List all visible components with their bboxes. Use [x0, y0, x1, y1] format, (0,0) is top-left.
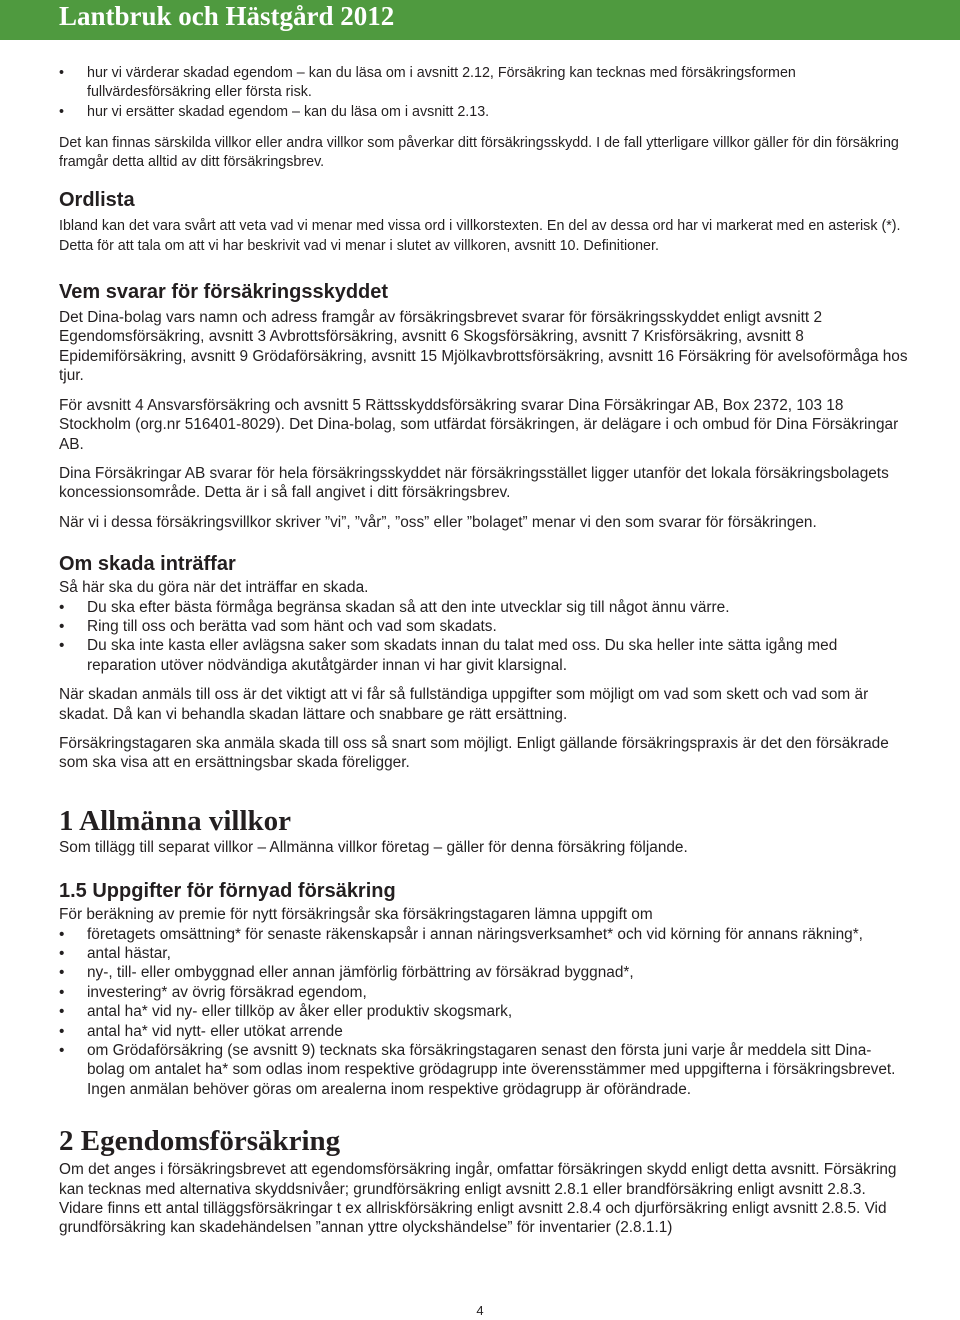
- list-item: • om Grödaförsäkring (se avsnitt 9) tecknats ska försäkringstagaren senast den första juni varje år meddela sitt Dina-bolag om antalet ha* som odlas inom respektive grödagrupp inte överensstämmer med uppgifterna i försäkringsbrevet. Ingen anmälan behöver göras om arealerna inom respektive grödagrupp är oförändrade.: [59, 1041, 909, 1099]
- list-item: • antal ha* vid nytt- eller utökat arrende: [59, 1022, 909, 1041]
- list-item: • antal hästar,: [59, 944, 909, 963]
- ordlista-paragraph: Ibland kan det vara svårt att veta vad vi menar med vissa ord i villkorstexten. En del av dessa ord har vi markerat med en asterisk (*). Detta för att tala om att vi har beskrivit vad vi menar i slutet av villkoren, avsnitt 10. Definitioner.: [59, 218, 901, 254]
- document-title: Lantbruk och Hästgård 2012: [59, 1, 395, 31]
- egendom-paragraph: Om det anges i försäkringsbrevet att egendomsförsäkring ingår, omfattar försäkringen skydd enligt detta avsnitt. Försäkring kan tecknas med alternativa skyddsnivåer; grundförsäkring enligt avsnitt 2.8.1 eller brandförsäkring enligt avsnitt 2.8.3. Vidare finns ett antal tilläggsförsäkringar t ex allriskförsäkring enligt avsnitt 2.8.4 och djurförsäkring enligt avsnitt 2.8.5. Vid grundförsäkring kan skadehändelsen ”annan yttre olyckshändelse” för inventarier (2.8.1.1): [59, 1161, 897, 1237]
- list-item: • Du ska inte kasta eller avlägsna saker som skadats innan du talat med oss. Du ska heller inte sätta igång med reparation utöver nödvändiga akutåtgärder innan vi har givit klarsignal.: [59, 636, 909, 675]
- list-item: • antal ha* vid ny- eller tillköp av åker eller produktiv skogsmark,: [59, 1002, 909, 1021]
- allmanna-paragraph: Som tillägg till separat villkor – Allmänna villkor företag – gäller för denna försäkring följande.: [59, 838, 688, 856]
- om-skada-paragraph: När skadan anmäls till oss är det viktigt att vi får så fullständiga uppgifter som möjligt om vad som skett och vad som är skadat. Då kan vi behandla skadan lättare och snabbare ge rätt ersättning.: [59, 686, 869, 723]
- section-heading-uppgifter: 1.5 Uppgifter för förnyad försäkring: [59, 880, 396, 903]
- section-heading-ordlista: Ordlista: [59, 189, 135, 212]
- list-item: • hur vi ersätter skadad egendom – kan du läsa om i avsnitt 2.13.: [59, 103, 909, 122]
- list-item: • ny-, till- eller ombyggnad eller annan jämförlig förbättring av försäkrad byggnad*,: [59, 963, 909, 982]
- vem-svarar-paragraph: Det Dina-bolag vars namn och adress framgår av försäkringsbrevet svarar för försäkringsskyddet enligt avsnitt 2 Egendomsförsäkring, avsnitt 3 Avbrottsförsäkring, avsnitt 6 Skogsförsäkring, avsnitt 7 Krisförsäkring, avsnitt 8 Epidemiförsäkring, avsnitt 9 Grödaförsäkring, avsnitt 15 Mjölkavbrottsförsäkring, avsnitt 16 Försäkring för avelsoförmåga hos tjur.: [59, 309, 908, 385]
- list-item: • hur vi värderar skadad egendom – kan du läsa om i avsnitt 2.12, Försäkring kan tecknas med försäkringsformen fullvärdesförsäkring eller första risk.: [59, 64, 909, 103]
- om-skada-paragraph: Försäkringstagaren ska anmäla skada till oss så snart som möjligt. Enligt gällande försäkringspraxis är det den försäkrade som ska visa att en ersättningsbar skada föreligger.: [59, 734, 889, 772]
- list-item: • Ring till oss och berätta vad som hänt och vad som skadats.: [59, 617, 909, 636]
- vem-svarar-paragraph: När vi i dessa försäkringsvillkor skriver ”vi”, ”vår”, ”oss” eller ”bolaget” menar vi den som svarar för försäkringen.: [59, 513, 817, 531]
- uppgifter-lead: För beräkning av premie för nytt försäkringsår ska försäkringstagaren lämna uppgift om: [59, 906, 653, 924]
- page-number: 4: [476, 1303, 484, 1318]
- uppgifter-bullet-list: [59, 925, 909, 1100]
- chapter-heading-allmanna-villkor: 1 Allmänna villkor: [59, 804, 292, 837]
- section-heading-om-skada: Om skada inträffar: [59, 553, 236, 576]
- section-heading-vem-svarar: Vem svarar för försäkringsskyddet: [59, 281, 389, 304]
- intro-bullet-list: [59, 64, 909, 122]
- page-header: [0, 0, 960, 40]
- om-skada-bullet-list: [59, 598, 909, 676]
- chapter-heading-egendomsforsakring: 2 Egendomsförsäkring: [59, 1125, 341, 1158]
- list-item: • investering* av övrig försäkrad egendom,: [59, 983, 909, 1002]
- list-item: • Du ska efter bästa förmåga begränsa skadan så att den inte utvecklar sig till något ännu värre.: [59, 598, 909, 617]
- vem-svarar-paragraph: Dina Försäkringar AB svarar för hela försäkringsskyddet när försäkringsstället ligger utanför det lokala försäkringsbolagets koncessionsområde. Detta är i så fall angivet i ditt försäkringsbrev.: [59, 464, 889, 502]
- vem-svarar-paragraph: För avsnitt 4 Ansvarsförsäkring och avsnitt 5 Rättsskyddsförsäkring svarar Dina Försäkringar AB, Box 2372, 103 18 Stockholm (org.nr 516401-8029). Det Dina-bolag, som utfärdat försäkringen, är delägare i och ombud för Dina Försäkringar AB.: [59, 396, 899, 453]
- intro-paragraph: Det kan finnas särskilda villkor eller andra villkor som påverkar ditt försäkringsskydd. I de fall ytterligare villkor gäller för din försäkring framgår detta alltid av ditt försäkringsbrev.: [59, 134, 899, 171]
- list-item: • företagets omsättning* för senaste räkenskapsår i annan näringsverksamhet* och vid körning för annans räkning*,: [59, 925, 909, 944]
- page-content: [59, 64, 909, 1238]
- om-skada-lead: Så här ska du göra när det inträffar en skada.: [59, 579, 369, 597]
